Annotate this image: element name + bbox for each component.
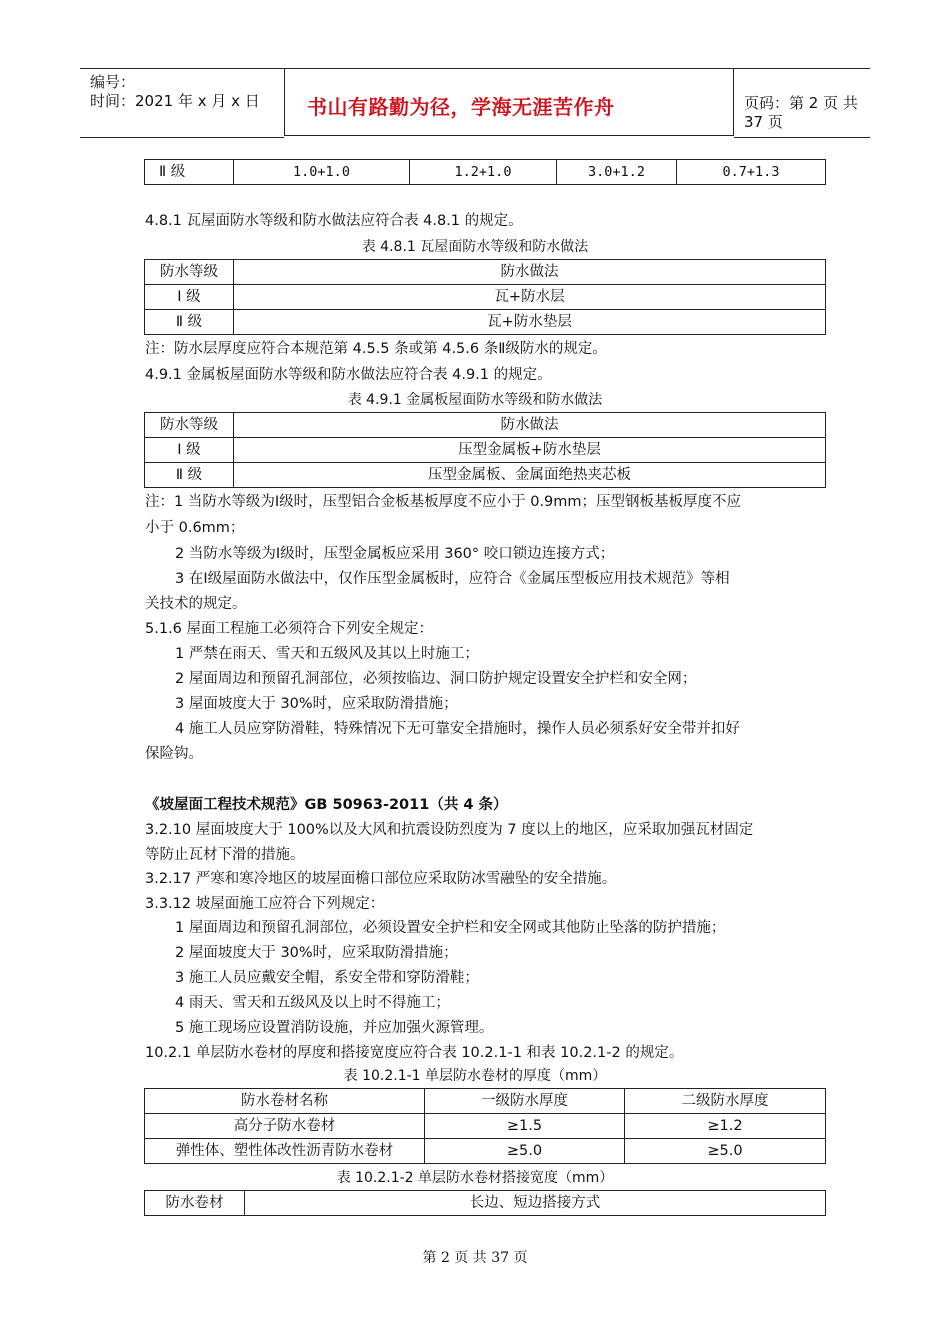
header-cell: 防水等级	[145, 413, 234, 438]
method-cell: 压型金属板、金属面绝热夹芯板	[234, 463, 826, 488]
table-row	[145, 310, 826, 335]
value-cell: 1.2+1.0	[410, 160, 557, 185]
table-continuation	[144, 159, 826, 185]
list-item: 2 屋面周边和预留孔洞部位，必须按临边、洞口防护规定设置安全护栏和安全网；	[175, 671, 697, 687]
clause-5-1-6: 5.1.6 屋面工程施工必须符合下列安全规定：	[145, 621, 434, 637]
table-row	[145, 438, 826, 463]
table-row	[145, 1139, 826, 1164]
table-4-9-1	[144, 412, 826, 488]
header-cell: 一级防水厚度	[425, 1089, 625, 1114]
clause-line: 等防止瓦材下滑的措施。	[145, 847, 305, 863]
thickness-cell: ≥1.2	[625, 1114, 826, 1139]
list-item: 5 施工现场应设置消防设施，并应加强火源管理。	[175, 1020, 494, 1036]
table-header-row	[145, 413, 826, 438]
value-cell: 0.7+1.3	[677, 160, 826, 185]
header-motto-cell	[284, 68, 734, 136]
table-row	[145, 160, 826, 185]
note-4-8-1: 注：防水层厚度应符合本规范第 4.5.5 条或第 4.5.6 条Ⅱ级防水的规定。	[145, 341, 607, 357]
table-caption-4-8-1: 表 4.8.1 瓦屋面防水等级和防水做法	[361, 239, 589, 255]
method-cell: 压型金属板+防水垫层	[234, 438, 826, 463]
note-line: 关技术的规定。	[145, 596, 247, 612]
page-info: 页码：第 2 页 共 37 页	[744, 94, 858, 131]
header-cell: 防水卷材名称	[145, 1089, 425, 1114]
clause-line: 3.3.12 坡屋面施工应符合下列规定：	[145, 896, 385, 912]
time-label: 时间：2021 年 x 月 x 日	[90, 92, 260, 110]
table-row	[145, 1114, 826, 1139]
grade-cell: Ⅱ 级	[145, 463, 234, 488]
thickness-cell: ≥5.0	[625, 1139, 826, 1164]
table-row	[145, 463, 826, 488]
grade-cell: Ⅱ 级	[145, 160, 234, 185]
section-title: 《坡屋面工程技术规范》GB 50963-2011（共 4 条）	[145, 797, 508, 813]
method-cell: 瓦+防水垫层	[234, 310, 826, 335]
table-header-row	[145, 260, 826, 285]
thickness-cell: ≥5.0	[425, 1139, 625, 1164]
clause-4-8-1: 4.8.1 瓦屋面防水等级和防水做法应符合表 4.8.1 的规定。	[145, 213, 523, 229]
page-header	[80, 68, 870, 136]
value-cell: 1.0+1.0	[234, 160, 410, 185]
table-row	[145, 285, 826, 310]
table-4-8-1	[144, 259, 826, 335]
header-cell: 长边、短边搭接方式	[245, 1191, 826, 1216]
grade-cell: Ⅰ 级	[145, 285, 234, 310]
grade-cell: Ⅱ 级	[145, 310, 234, 335]
table-10-2-1-2	[144, 1190, 826, 1216]
page-footer: 第 2 页 共 37 页	[422, 1250, 528, 1266]
list-item: 3 施工人员应戴安全帽，系安全带和穿防滑鞋；	[175, 970, 479, 986]
method-cell: 瓦+防水层	[234, 285, 826, 310]
note-line: 注：1 当防水等级为Ⅰ级时，压型铝合金板基板厚度不应小于 0.9mm；压型钢板基板厚度不应	[145, 494, 742, 510]
table-caption-4-9-1: 表 4.9.1 金属板屋面防水等级和防水做法	[347, 392, 603, 408]
table-header-row	[145, 1191, 826, 1216]
list-item: 1 严禁在雨天、雪天和五级风及其以上时施工；	[175, 646, 479, 662]
clause-line: 3.2.17 严寒和寒冷地区的坡屋面檐口部位应采取防冰雪融坠的安全措施。	[145, 871, 617, 887]
clause-4-9-1: 4.9.1 金属板屋面防水等级和防水做法应符合表 4.9.1 的规定。	[145, 367, 552, 383]
material-cell: 弹性体、塑性体改性沥青防水卷材	[145, 1139, 425, 1164]
table-caption-10-2-1-2: 表 10.2.1-2 单层防水卷材搭接宽度（mm）	[336, 1170, 614, 1186]
note-line: 2 当防水等级为Ⅰ级时，压型金属板应采用 360° 咬口锁边连接方式；	[175, 546, 615, 562]
header-cell: 防水等级	[145, 260, 234, 285]
list-item: 4 雨天、雪天和五级风及以上时不得施工；	[175, 995, 450, 1011]
note-line: 3 在Ⅰ级屋面防水做法中，仅作压型金属板时，应符合《金属压型板应用技术规范》等相	[175, 571, 730, 587]
material-cell: 高分子防水卷材	[145, 1114, 425, 1139]
header-cell: 防水做法	[234, 260, 826, 285]
serial-label: 编号：	[90, 73, 136, 91]
note-line: 小于 0.6mm；	[145, 520, 245, 536]
motto-text: 书山有路勤为径，学海无涯苦作舟	[307, 95, 615, 119]
header-left-cell	[80, 68, 284, 138]
grade-cell: Ⅰ 级	[145, 438, 234, 463]
header-cell: 防水做法	[234, 413, 826, 438]
list-item: 2 屋面坡度大于 30%时，应采取防滑措施；	[175, 945, 458, 961]
list-item: 保险钩。	[145, 746, 203, 762]
clause-10-2-1: 10.2.1 单层防水卷材的厚度和搭接宽度应符合表 10.2.1-1 和表 10.2.1-2 的规定。	[145, 1045, 684, 1061]
list-item: 1 屋面周边和预留孔洞部位，必须设置安全护栏和安全网或其他防止坠落的防护措施；	[175, 920, 726, 936]
clause-line: 3.2.10 屋面坡度大于 100%以及大风和抗震设防烈度为 7 度以上的地区，应采取加强瓦材固定	[145, 822, 754, 838]
thickness-cell: ≥1.5	[425, 1114, 625, 1139]
header-right-cell	[734, 68, 870, 138]
value-cell: 3.0+1.2	[557, 160, 677, 185]
table-header-row	[145, 1089, 826, 1114]
header-cell: 防水卷材	[145, 1191, 245, 1216]
list-item: 4 施工人员应穿防滑鞋，特殊情况下无可靠安全措施时，操作人员必须系好安全带并扣好	[175, 721, 740, 737]
list-item: 3 屋面坡度大于 30%时，应采取防滑措施；	[175, 696, 458, 712]
table-10-2-1-1	[144, 1088, 826, 1164]
header-cell: 二级防水厚度	[625, 1089, 826, 1114]
table-caption-10-2-1-1: 表 10.2.1-1 单层防水卷材的厚度（mm）	[343, 1068, 607, 1084]
